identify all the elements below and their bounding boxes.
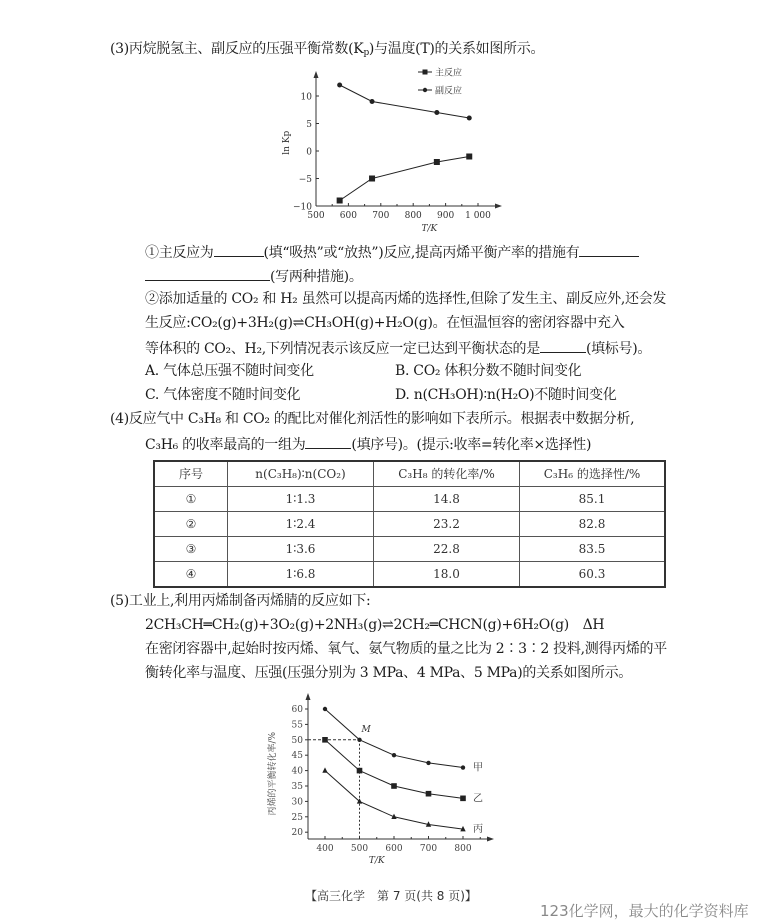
chart-lnkp-vs-t (270, 64, 520, 236)
q4-line2-text: C₃H₆ 的收率最高的一组为 (145, 437, 306, 453)
cell-selectivity: 83.5 (520, 537, 666, 562)
header-ratio: n(C₃H₈)∶n(CO₂) (228, 461, 374, 487)
data-point (357, 768, 363, 774)
y-tick-label: 35 (291, 782, 303, 792)
answer-blank-2[interactable] (579, 242, 639, 257)
x-tick-label: 700 (372, 211, 390, 221)
data-point (357, 738, 361, 742)
table-row (154, 487, 665, 512)
answer-blank-5[interactable] (305, 434, 351, 449)
option-b: B. CO₂ 体积分数不随时间变化 (395, 363, 582, 379)
option-c: C. 气体密度不随时间变化 (145, 387, 301, 403)
cell-selectivity: 85.1 (520, 487, 666, 512)
data-point (337, 83, 342, 88)
q5-equation: 2CH₃CH═CH₂(g)+3O₂(g)+2NH₃(g)⇌2CH₂═CHCN(g)+6H₂O(g) ΔH (145, 617, 605, 633)
cell-index: ② (154, 512, 228, 537)
answer-blank-3[interactable] (145, 266, 270, 281)
header-conversion: C₃H₈ 的转化率/% (374, 461, 520, 487)
q3-part2-line2: 生反应:CO₂(g)+3H₂(g)⇌CH₃OH(g)+H₂O(g)。在恒温恒容的密闭容器中充入 (145, 315, 625, 331)
x-axis-arrow (495, 204, 502, 209)
q3-p2-line3-text: 等体积的 CO₂、H₂,下列情况表示该反应一定已达到平衡状态的是 (145, 341, 540, 357)
header-selectivity: C₃H₆ 的选择性/% (520, 461, 666, 487)
q5-line3: 在密闭容器中,起始时按丙烯、氧气、氨气物质的量之比为 2∶3∶2 投料,测得丙烯的平 (145, 641, 667, 657)
data-point (426, 761, 430, 765)
q3-part2-line3 (145, 338, 651, 356)
table-row (154, 562, 665, 588)
watermark: 123化学网，最大的化学资料库 (540, 902, 749, 920)
cell-conversion: 14.8 (374, 487, 520, 512)
y-tick-label: 45 (291, 751, 303, 762)
cell-conversion: 23.2 (374, 512, 520, 537)
legend-label: 主反应 (435, 68, 463, 79)
x-tick-label: 500 (350, 844, 369, 854)
y-axis-arrow (306, 693, 311, 700)
q4-line1: (4)反应气中 C₃H₈ 和 CO₂ 的配比对催化剂活性的影响如下表所示。根据表中数据分析, (110, 411, 635, 427)
annotation-m: M (361, 724, 371, 735)
y-tick-label: 0 (306, 147, 312, 158)
x-tick-label: 900 (437, 211, 455, 221)
series-label: 丙 (473, 824, 483, 836)
y-tick-label: −10 (293, 202, 312, 213)
q4-line2 (145, 434, 591, 452)
y-axis-title: 丙烯的平衡转化率/% (268, 731, 278, 816)
cell-ratio: 1∶2.4 (228, 512, 374, 537)
cell-index: ④ (154, 562, 228, 588)
q3-p1-middle: (填“吸热”或“放热”)反应,提高丙烯平衡产率的措施有 (263, 245, 580, 261)
q3-part1-line2 (145, 266, 363, 284)
y-tick-label: −5 (298, 175, 312, 185)
x-axis-title: T/K (421, 224, 438, 234)
data-point (434, 110, 439, 115)
q3-p1-prefix: ①主反应为 (145, 245, 214, 261)
data-point (461, 765, 465, 769)
data-point (369, 176, 375, 182)
data-point (322, 767, 327, 772)
x-tick-label: 600 (385, 844, 403, 854)
x-tick-label: 500 (307, 211, 325, 221)
y-axis-title: ln Kp (282, 130, 292, 155)
answer-blank-1[interactable] (214, 242, 264, 257)
cell-index: ① (154, 487, 228, 512)
cell-ratio: 1∶6.8 (228, 562, 374, 588)
x-tick-label: 800 (404, 211, 422, 221)
x-tick-label: 1 000 (465, 211, 491, 221)
table-row (154, 537, 665, 562)
q5-line4: 衡转化率与温度、压强(压强分别为 3 MPa、4 MPa、5 MPa)的关系如图所示。 (145, 665, 632, 681)
data-point (370, 99, 375, 104)
series-label: 甲 (473, 762, 483, 774)
option-a: A. 气体总压强不随时间变化 (145, 363, 314, 379)
x-tick-label: 700 (419, 844, 438, 854)
legend-label: 副反应 (435, 86, 463, 97)
data-point (466, 154, 472, 160)
q5-line1: (5)工业上,利用丙烯制备丙烯腈的反应如下: (110, 593, 371, 609)
cell-selectivity: 82.8 (520, 512, 666, 537)
legend-marker (423, 70, 428, 75)
table-header-row (154, 461, 665, 487)
x-tick-label: 600 (339, 211, 357, 221)
x-tick-label: 800 (454, 844, 472, 854)
data-point (460, 796, 466, 802)
table-row (154, 512, 665, 537)
data-point (337, 198, 343, 204)
ratio-table (153, 460, 666, 588)
cell-index: ③ (154, 537, 228, 562)
data-point (322, 737, 328, 743)
data-point (357, 798, 362, 803)
x-axis-title: T/K (368, 856, 385, 866)
y-tick-label: 55 (291, 720, 303, 731)
q4-line2-suffix: (填序号)。(提示:收率=转化率×选择性) (351, 437, 592, 453)
y-tick-label: 5 (306, 120, 312, 130)
cell-conversion: 22.8 (374, 537, 520, 562)
data-point (426, 791, 432, 797)
q3-part1-line1 (145, 242, 639, 260)
data-point (434, 159, 440, 165)
q3-p2-line3-suffix: (填标号)。 (585, 341, 652, 357)
y-tick-label: 50 (291, 735, 303, 746)
data-point (467, 116, 472, 121)
y-tick-label: 10 (300, 92, 312, 103)
kp-subscript: p (363, 48, 369, 58)
legend-marker (423, 88, 427, 92)
chart-conversion-vs-t (255, 692, 525, 878)
x-tick-label: 400 (316, 844, 334, 854)
q3-intro-end: )与温度(T)的关系如图所示。 (368, 41, 545, 57)
data-point (391, 783, 397, 789)
cell-ratio: 1∶3.6 (228, 537, 374, 562)
series-line (325, 771, 463, 830)
data-point (392, 753, 396, 757)
series-line-main (340, 157, 470, 201)
y-tick-label: 25 (291, 812, 303, 823)
q3-intro (110, 40, 544, 58)
series-label: 乙 (473, 793, 483, 805)
cell-selectivity: 60.3 (520, 562, 666, 588)
page-footer: 【高三化学 第 7 页(共 8 页)】 (305, 889, 477, 903)
x-axis-arrow (487, 837, 494, 842)
option-d: D. n(CH₃OH)∶n(H₂O)不随时间变化 (395, 387, 617, 403)
data-point (323, 707, 327, 711)
cell-conversion: 18.0 (374, 562, 520, 588)
y-tick-label: 20 (291, 828, 303, 839)
y-tick-label: 40 (291, 766, 303, 777)
header-index: 序号 (154, 461, 228, 487)
q3-part2-line1: ②添加适量的 CO₂ 和 H₂ 虽然可以提高丙烯的选择性,但除了发生主、副反应外,还会发 (145, 291, 667, 307)
cell-ratio: 1∶1.3 (228, 487, 374, 512)
answer-blank-4[interactable] (540, 338, 586, 353)
y-tick-label: 30 (291, 797, 303, 808)
y-axis-arrow (314, 71, 319, 78)
q3-p1-suffix: (写两种措施)。 (270, 269, 363, 285)
y-tick-label: 60 (291, 705, 303, 715)
q3-intro-text: (3)丙烷脱氢主、副反应的压强平衡常数(K (110, 41, 364, 57)
